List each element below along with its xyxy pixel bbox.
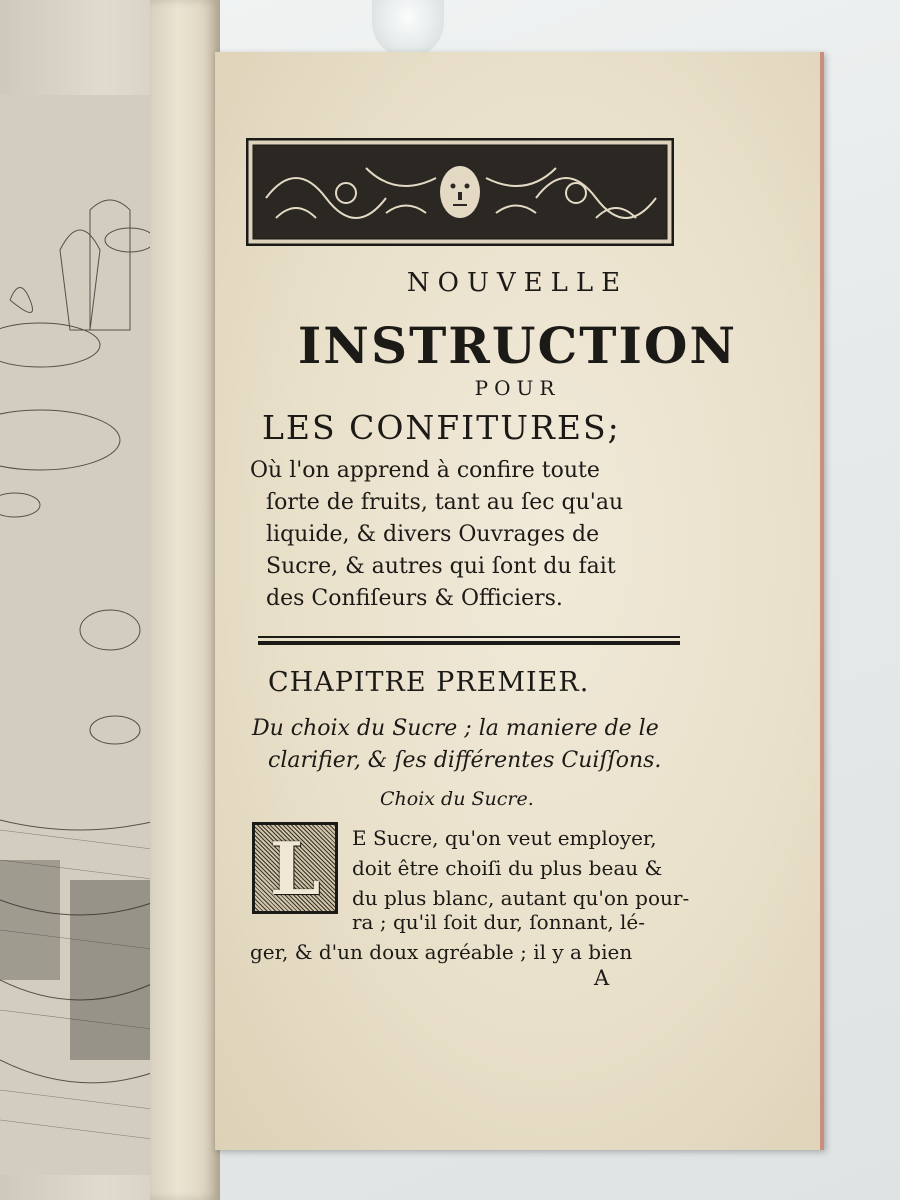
body-text-line: doit être choiſi du plus beau & (352, 856, 663, 880)
section-heading: Choix du Sucre. (380, 788, 534, 810)
chapter-subtitle-line: clarifier, & ſes différentes Cuiſſons. (268, 748, 662, 773)
body-text-line: E Sucre, qu'on veut employer, (352, 826, 657, 850)
title-line-2: INSTRUCTION (297, 316, 738, 375)
drop-cap-ornament (252, 822, 338, 914)
body-text-line: ger, & d'un doux agréable ; il y a bien (250, 940, 633, 964)
drop-cap-letter: L (269, 826, 321, 911)
title-line-4: LES CONFITURES; (262, 408, 621, 447)
confectionery-engraving-plate-icon (0, 0, 175, 1200)
body-text-line: du plus blanc, autant qu'on pour- (352, 886, 690, 910)
floral-headpiece-ornament-icon (246, 138, 674, 246)
left-facing-page (0, 0, 175, 1200)
book-gutter (150, 0, 220, 1200)
title-line-3: POUR (474, 376, 561, 400)
chapter-heading: CHAPITRE PREMIER. (268, 667, 590, 698)
body-text-line: ra ; qu'il ſoit dur, ſonnant, lé- (352, 910, 646, 934)
subtitle-line: Sucre, & autres qui ſont du fait (266, 554, 616, 579)
subtitle-line: liquide, & divers Ouvrages de (266, 522, 600, 547)
subtitle-line: Où l'on apprend à confire toute (250, 458, 600, 483)
subtitle-line: ſorte de fruits, tant au ſec qu'au (266, 490, 624, 515)
double-rule-divider (258, 636, 680, 645)
signature-mark: A (594, 966, 610, 990)
title-line-1: NOUVELLE (406, 268, 629, 298)
chapter-subtitle-line: Du choix du Sucre ; la maniere de le (252, 716, 659, 741)
subtitle-line: des Confiſeurs & Officiers. (266, 586, 563, 611)
